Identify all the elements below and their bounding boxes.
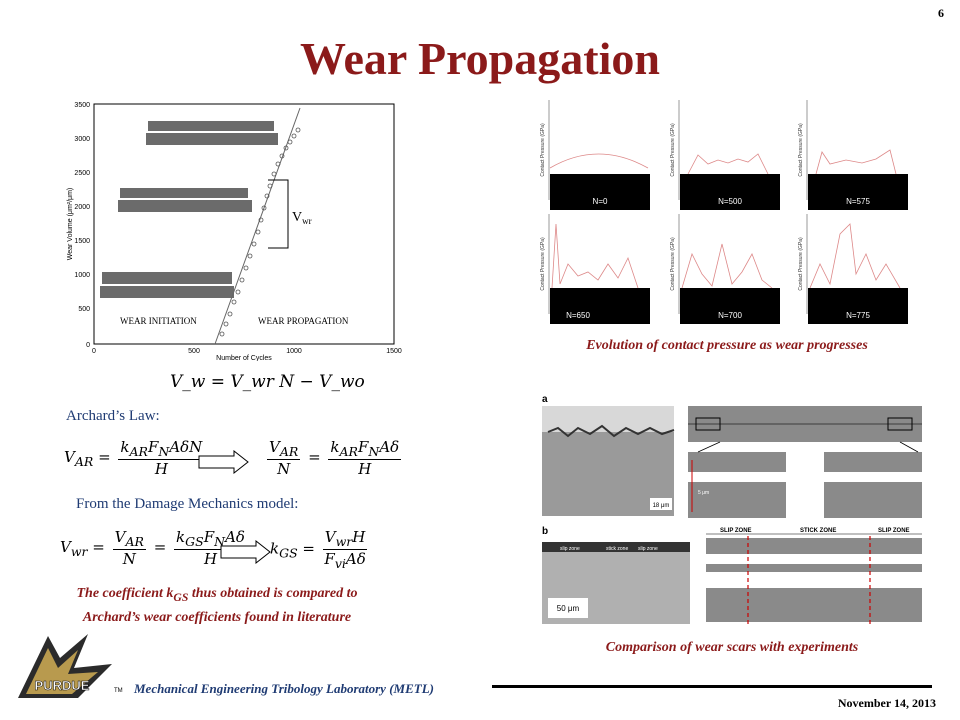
svg-text:Contact Pressure (GPa): Contact Pressure (GPa) (670, 237, 676, 291)
pressure-caption: Evolution of contact pressure as wear progresses (586, 338, 868, 353)
damage-equation-2: $k_{GS}$ = $\frac{V_{wr}H}{F_{vi}A\delta}$ (270, 528, 366, 571)
x-tick: 500 (188, 348, 200, 355)
svg-text:Contact Pressure (GPa): Contact Pressure (GPa) (670, 123, 676, 177)
contact-pressure-panels (538, 96, 918, 326)
svg-text:N=700: N=700 (718, 311, 742, 320)
svg-text:slip zone: slip zone (638, 546, 658, 552)
svg-text:PURDUE: PURDUE (34, 678, 90, 693)
svg-text:b: b (542, 526, 549, 537)
slide-number: 6 (938, 6, 944, 20)
archard-law-label: Archard’s Law: (66, 408, 160, 424)
svg-text:Contact Pressure (GPa): Contact Pressure (GPa) (798, 237, 804, 291)
svg-text:18 μm: 18 μm (652, 503, 670, 509)
svg-text:50 μm: 50 μm (556, 604, 580, 613)
y-tick: 3000 (74, 136, 90, 143)
svg-text:SLIP ZONE: SLIP ZONE (878, 528, 910, 534)
purdue-logo-icon (8, 628, 128, 716)
coefficient-note: The coefficient $k_{GS}$ thus obtained is compared to Archard’s wear coefficients found in literature (76, 586, 358, 625)
svg-text:N=500: N=500 (718, 197, 742, 206)
svg-text:Contact Pressure (GPa): Contact Pressure (GPa) (798, 123, 804, 177)
vwr-label: $V_{wr}$ (292, 210, 312, 226)
svg-text:SLIP ZONE: SLIP ZONE (720, 528, 752, 534)
footer-divider (492, 685, 932, 688)
arrow-icon (220, 540, 272, 564)
y-axis-label: Wear Volume (μm²/μm) (67, 187, 74, 261)
y-tick: 1500 (74, 238, 90, 245)
y-tick: 3500 (74, 102, 90, 109)
y-tick: 500 (78, 306, 90, 313)
wear-initiation-label: WEAR INITIATION (120, 316, 197, 326)
svg-text:TM: TM (114, 688, 123, 694)
arrow-icon (198, 450, 250, 474)
wear-propagation-label: WEAR PROPAGATION (258, 316, 349, 326)
x-tick: 1000 (286, 348, 302, 355)
svg-text:Contact Pressure (GPa): Contact Pressure (GPa) (540, 237, 546, 291)
y-tick: 0 (86, 342, 90, 349)
svg-text:a: a (542, 394, 548, 405)
x-tick: 0 (92, 348, 96, 355)
lab-name: Mechanical Engineering Tribology Laboratory (METL) (134, 681, 434, 696)
pressure-panel-grid (538, 96, 918, 326)
svg-text:Contact Pressure (GPa): Contact Pressure (GPa) (540, 123, 546, 177)
svg-text:5 μm: 5 μm (698, 490, 710, 496)
svg-text:STICK ZONE: STICK ZONE (800, 528, 837, 534)
presentation-date: November 14, 2013 (837, 696, 936, 710)
archard-equation-2: $\frac{V_{AR}}{N}$ = $\frac{k_{AR}F_NA\delta}{H}$ (269, 438, 400, 478)
x-axis-label: Number of Cycles (216, 355, 272, 361)
damage-mechanics-label: From the Damage Mechanics model: (76, 496, 299, 512)
wear-volume-plot (60, 96, 410, 361)
slide-title: Wear Propagation (300, 33, 660, 84)
svg-text:N=775: N=775 (846, 311, 870, 320)
y-tick: 1000 (74, 272, 90, 279)
x-tick: 1500 (386, 348, 402, 355)
archard-equation-1: $V_{AR}$ = $\frac{k_{AR}F_NA\delta N}{H}$ (64, 438, 203, 478)
scar-caption: Comparison of wear scars with experiments (605, 640, 859, 655)
svg-text:N=0: N=0 (592, 197, 608, 206)
svg-text:stick zone: stick zone (606, 546, 629, 552)
wear-scar-panels (538, 392, 928, 630)
equation-main: V_w = V_wr N − V_wo (170, 372, 365, 392)
svg-text:N=575: N=575 (846, 197, 870, 206)
damage-equation-1: $V_{wr}$ = $\frac{V_{AR}}{N}$ = $\frac{k_{GS}F_NA\delta}{H}$ (60, 528, 245, 568)
y-tick: 2000 (74, 204, 90, 211)
y-tick: 2500 (74, 170, 90, 177)
svg-text:slip zone: slip zone (560, 546, 580, 552)
svg-text:N=650: N=650 (566, 311, 590, 320)
